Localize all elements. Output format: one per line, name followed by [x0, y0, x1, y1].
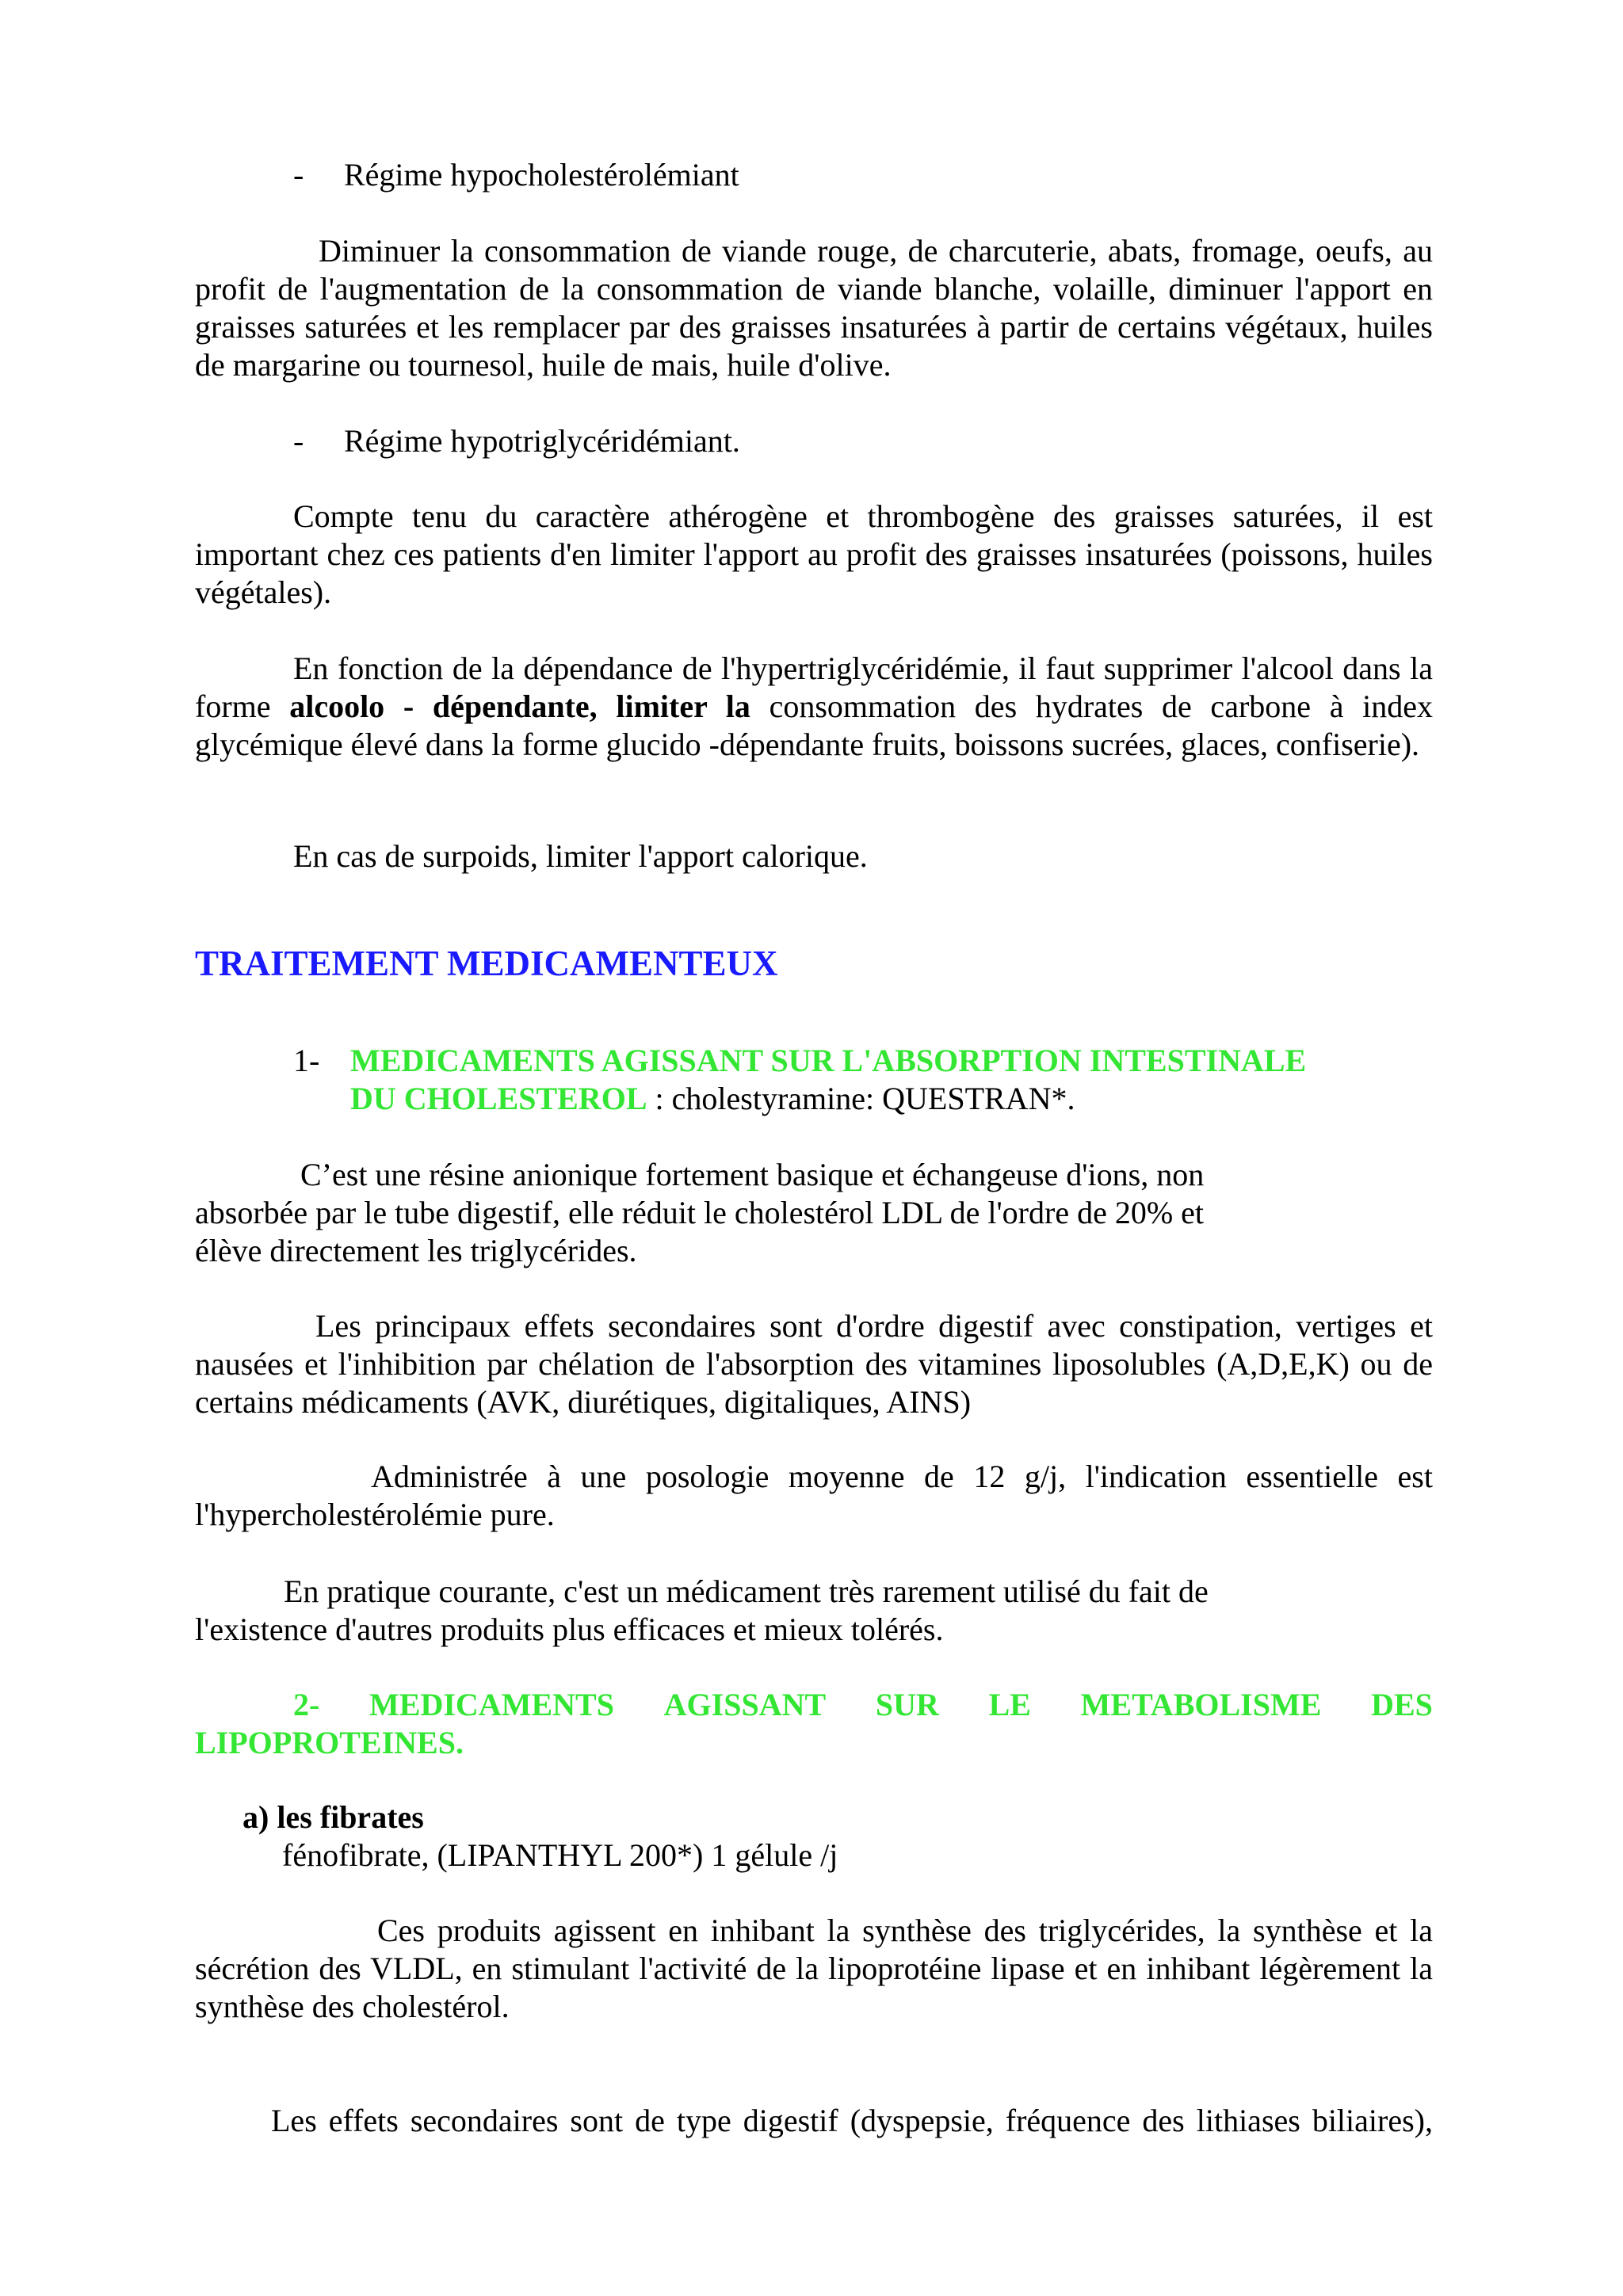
section-title-traitement: TRAITEMENT MEDICAMENTEUX: [195, 944, 778, 983]
subsection-title-1: [293, 1042, 1403, 1080]
subsection-title-suffix: : cholestyramine: QUESTRAN*.: [647, 1081, 1075, 1116]
subsection-title-line1: MEDICAMENTS AGISSANT SUR L'ABSORPTION INTESTINALE: [350, 1043, 1307, 1078]
sub-a-drug: fénofibrate, (LIPANTHYL 200*) 1 gélule /j: [282, 1837, 838, 1873]
paragraph-pratique-l1: En pratique courante, c'est un médicament très rarement utilisé du fait de: [284, 1573, 1209, 1609]
list-item-label: Régime hypotriglycéridémiant.: [344, 423, 740, 459]
paragraph-fibrates-mechanism: Ces produits agissent en inhibant la synthèse des triglycérides, la synthèse et la sécrétion des VLDL, en stimulant l'activité de la lipoprotéine lipase et en inhibant légèrement la synthèse des cholestérol.: [195, 1913, 1433, 2024]
list-item-hypotriglyceridemiant: [293, 422, 1531, 460]
sub-a-title-text: a) les fibrates: [242, 1799, 424, 1835]
paragraph-fibrates-effects: Les effets secondaires sont de type digestif (dyspepsie, fréquence des lithiases biliaires),: [271, 2103, 1433, 2138]
list-item-label: Régime hypocholestérolémiant: [344, 157, 739, 193]
subsection-title-2-line1: 2- MEDICAMENTS AGISSANT SUR LE METABOLISME DES: [293, 1687, 1433, 1722]
dash-bullet: -: [293, 157, 304, 193]
paragraph-hypotrig: Compte tenu du caractère athérogène et thrombogène des graisses saturées, il est important chez ces patients d'en limiter l'apport au profit des graisses insaturées (poissons, huiles végétales).: [195, 498, 1433, 610]
paragraph-alcohol: [195, 650, 1433, 764]
alcohol-text-end: consommation des hydrates de carbone à index glycémique élevé dans la forme glucido -dépendante fruits, boissons sucrées, glaces, confiserie).: [195, 688, 1434, 762]
subsection-title-2-line2: LIPOPROTEINES.: [195, 1725, 464, 1760]
paragraph-hypochol: Diminuer la consommation de viande rouge, de charcuterie, abats, fromage, oeufs, au profit de l'augmentation de la consommation de viande blanche, volaille, diminuer l'apport en graisses saturées et les remplacer par des graisses insaturées à partir de certains végétaux, huiles de margarine ou tournesol, huile de mais, huile d'olive.: [195, 233, 1433, 383]
subsection-number: 1-: [293, 1043, 320, 1078]
alcohol-text-start: En fonction de la dépendance de l'hypertriglycéridémie, il faut supprimer l'alcool dans la forme: [195, 650, 1433, 724]
paragraph-pratique-l2: l'existence d'autres produits plus efficaces et mieux tolérés.: [195, 1611, 944, 1647]
alcohol-text-bold: alcoolo - dépendante, limiter la: [289, 688, 750, 724]
paragraph-surpoids: En cas de surpoids, limiter l'apport calorique.: [293, 838, 868, 874]
list-item-hypocholesterolemiant: [293, 156, 1531, 194]
paragraph-resine-l3: élève directement les triglycérides.: [195, 1233, 637, 1268]
dash-bullet: -: [293, 423, 304, 459]
subsection-title-1-line2: [350, 1080, 1381, 1118]
paragraph-effets-secondaires: Les principaux effets secondaires sont d'ordre digestif avec constipation, vertiges et nausées et l'inhibition par chélation de l'absorption des vitamines liposolubles (A,D,E,K) ou de certains médicaments (AVK, diurétiques, digitaliques, AINS): [195, 1308, 1433, 1420]
paragraph-resine-l2: absorbée par le tube digestif, elle réduit le cholestérol LDL de l'ordre de 20% et: [195, 1195, 1205, 1230]
paragraph-posologie: Administrée à une posologie moyenne de 12 g/j, l'indication essentielle est l'hypercholestérolémie pure.: [195, 1459, 1433, 1532]
paragraph-resine-l1: C’est une résine anionique fortement basique et échangeuse d'ions, non: [300, 1157, 1205, 1192]
subsection-title-line2: DU CHOLESTEROL: [350, 1081, 647, 1116]
sub-a-title: [242, 1798, 1480, 1836]
